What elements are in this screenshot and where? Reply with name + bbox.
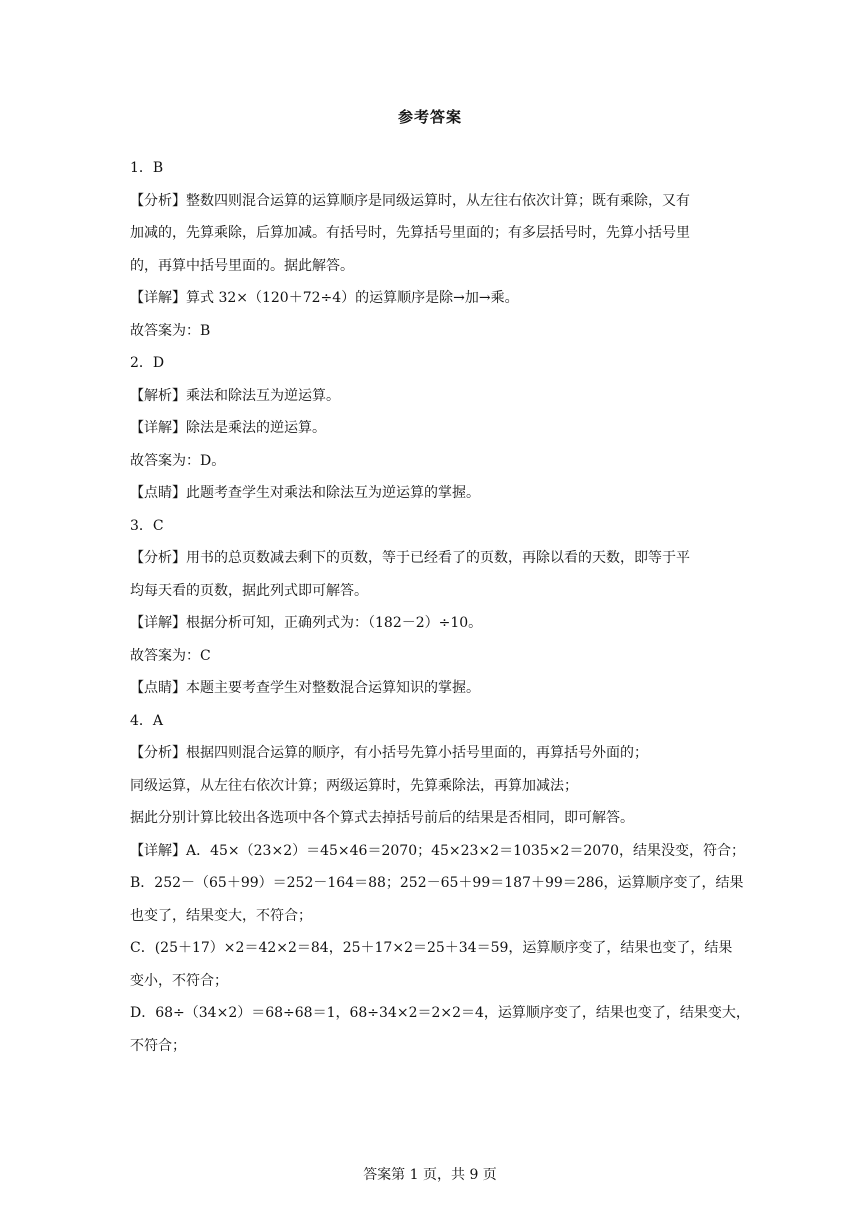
text-line: 【详解】算式 32×（120＋72÷4）的运算顺序是除→加→乘。 (130, 290, 519, 306)
text-line: 加减的，先算乘除，后算加减。有括号时，先算括号里面的；有多层括号时，先算小括号里 (130, 225, 690, 241)
text-line: 【点睛】本题主要考查学生对整数混合运算知识的掌握。 (130, 680, 480, 696)
text-line: 【详解】除法是乘法的逆运算。 (130, 420, 326, 436)
text-line: 【解析】乘法和除法互为逆运算。 (130, 387, 340, 404)
answer-content (130, 152, 750, 1062)
text-line: B．252－（65＋99）＝252－164＝88；252－65＋99＝187＋99＝286，运算顺序变了，结果 (130, 875, 744, 891)
text-line: 【分析】用书的总页数减去剩下的页数，等于已经看了的页数，再除以看的天数，即等于平 (130, 550, 690, 566)
text-line: 2．D (130, 355, 165, 371)
page-footer: 答案第 1 页，共 9 页 (363, 1167, 497, 1183)
text-line: 故答案为：D。 (130, 452, 226, 469)
text-line: 【点睛】此题考查学生对乘法和除法互为逆运算的掌握。 (130, 485, 480, 501)
text-line: 据此分别计算比较出各选项中各个算式去掉括号前后的结果是否相同，即可解答。 (130, 810, 634, 826)
text-line: 的，再算中括号里面的。据此解答。 (130, 257, 354, 274)
text-line: 也变了，结果变大，不符合； (130, 907, 312, 924)
text-line: 【详解】A．45×（23×2）＝45×46＝2070；45×23×2＝1035×2＝2070，结果没变，符合； (130, 842, 745, 859)
page-title: 参考答案 (397, 108, 462, 126)
text-line: 1．B (130, 160, 164, 176)
text-line: 【详解】根据分析可知，正确列式为：（182－2）÷10。 (130, 615, 483, 631)
text-line: 不符合； (130, 1037, 186, 1054)
text-line: 故答案为：B (130, 322, 211, 339)
text-line: D．68÷（34×2）＝68÷68＝1，68÷34×2＝2×2＝4，运算顺序变了，结果也变了，结果变大， (130, 1005, 750, 1021)
text-line: 4．A (130, 712, 164, 729)
text-line: 故答案为：C (130, 647, 211, 664)
text-line: 均每天看的页数，据此列式即可解答。 (130, 582, 368, 599)
text-line: 变小，不符合； (130, 972, 228, 989)
text-line: 3．C (130, 517, 164, 534)
text-line: 【分析】根据四则混合运算的顺序，有小括号先算小括号里面的，再算括号外面的； (130, 745, 648, 761)
text-line: 【分析】整数四则混合运算的运算顺序是同级运算时，从左往右依次计算；既有乘除，又有 (130, 192, 690, 209)
text-line: 同级运算，从左往右依次计算；两级运算时，先算乘除法，再算加减法； (130, 777, 578, 794)
text-line: C．(25＋17）×2＝42×2＝84，25＋17×2＝25＋34＝59，运算顺序变了，结果也变了，结果 (130, 940, 733, 956)
